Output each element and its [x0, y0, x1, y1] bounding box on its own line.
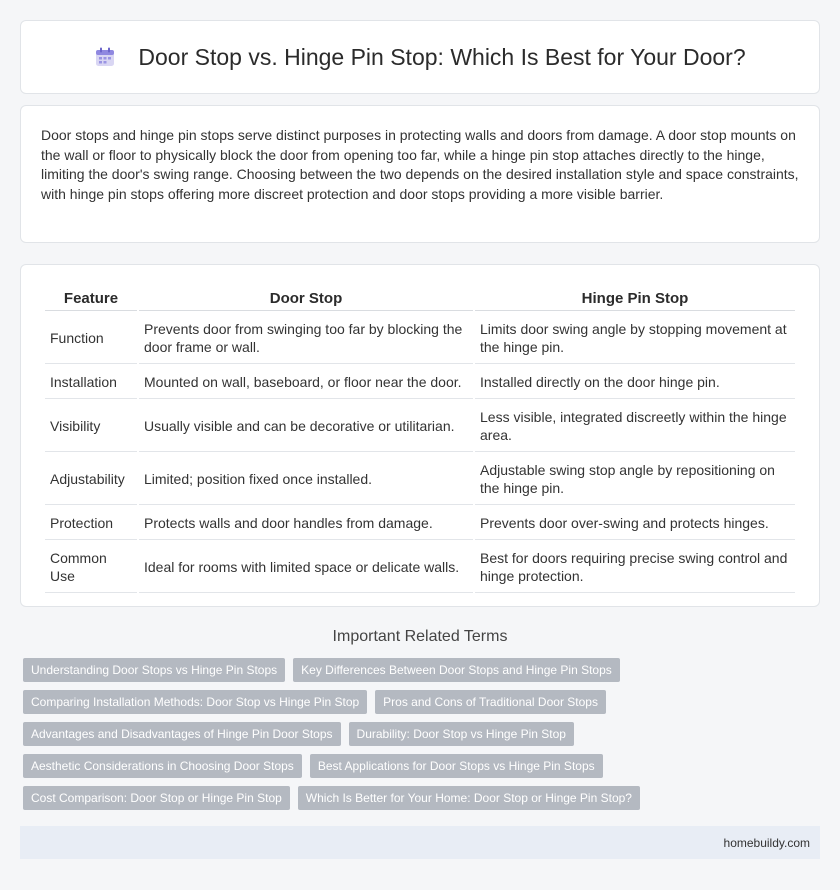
- related-terms-list: [20, 658, 820, 810]
- row-door-stop: Limited; position fixed once installed.: [139, 454, 473, 505]
- row-feature: Protection: [45, 507, 137, 540]
- row-feature: Visibility: [45, 401, 137, 452]
- row-hinge-pin-stop: Prevents door over-swing and protects hinges.: [475, 507, 795, 540]
- related-term-tag[interactable]: Durability: Door Stop vs Hinge Pin Stop: [349, 722, 574, 746]
- row-feature: Installation: [45, 366, 137, 399]
- related-term-tag[interactable]: Pros and Cons of Traditional Door Stops: [375, 690, 606, 714]
- related-term-tag[interactable]: Which Is Better for Your Home: Door Stop or Hinge Pin Stop?: [298, 786, 640, 810]
- table-row: [45, 366, 795, 399]
- page-title-text: Door Stop vs. Hinge Pin Stop: Which Is Best for Your Door?: [138, 43, 746, 70]
- page-title: [94, 44, 745, 71]
- table-row: [45, 454, 795, 505]
- title-card: [20, 20, 820, 94]
- row-feature: Function: [45, 313, 137, 364]
- comparison-table: [43, 285, 797, 595]
- table-row: [45, 313, 795, 364]
- row-feature: Adjustability: [45, 454, 137, 505]
- footer: [20, 826, 820, 859]
- row-hinge-pin-stop: Limits door swing angle by stopping movement at the hinge pin.: [475, 313, 795, 364]
- related-term-tag[interactable]: Key Differences Between Door Stops and Hinge Pin Stops: [293, 658, 620, 682]
- table-row: [45, 507, 795, 540]
- row-door-stop: Ideal for rooms with limited space or delicate walls.: [139, 542, 473, 593]
- related-terms-title: Important Related Terms: [332, 628, 508, 645]
- comparison-card: [20, 264, 820, 607]
- related-terms-section: [20, 628, 820, 810]
- row-door-stop: Protects walls and door handles from damage.: [139, 507, 473, 540]
- related-term-tag[interactable]: Best Applications for Door Stops vs Hinge Pin Stops: [310, 754, 603, 778]
- table-row: [45, 401, 795, 452]
- related-term-tag[interactable]: Advantages and Disadvantages of Hinge Pin Door Stops: [23, 722, 341, 746]
- header-door-stop: Door Stop: [139, 287, 473, 311]
- intro-card: [20, 105, 820, 243]
- calendar-icon: [94, 46, 116, 68]
- row-hinge-pin-stop: Best for doors requiring precise swing control and hinge protection.: [475, 542, 795, 593]
- related-term-tag[interactable]: Comparing Installation Methods: Door Stop vs Hinge Pin Stop: [23, 690, 367, 714]
- header-feature: Feature: [45, 287, 137, 311]
- table-header-row: [45, 287, 795, 311]
- table-row: [45, 542, 795, 593]
- row-feature: Common Use: [45, 542, 137, 593]
- row-door-stop: Mounted on wall, baseboard, or floor near the door.: [139, 366, 473, 399]
- row-hinge-pin-stop: Less visible, integrated discreetly within the hinge area.: [475, 401, 795, 452]
- row-hinge-pin-stop: Adjustable swing stop angle by repositioning on the hinge pin.: [475, 454, 795, 505]
- intro-paragraph: Door stops and hinge pin stops serve distinct purposes in protecting walls and doors from damage. A door stop mounts on the wall or floor to physically block the door from opening too far, while a hinge pin stop attaches directly to the hinge, limiting the door's swing range. Choosing between the two depends on the desired installation style and space constraints, with hinge pin stops offering more discreet protection and door stops providing a more visible barrier.: [41, 127, 799, 202]
- related-term-tag[interactable]: Cost Comparison: Door Stop or Hinge Pin Stop: [23, 786, 290, 810]
- row-door-stop: Usually visible and can be decorative or utilitarian.: [139, 401, 473, 452]
- footer-site-link[interactable]: homebuildy.com: [723, 835, 810, 850]
- row-hinge-pin-stop: Installed directly on the door hinge pin.: [475, 366, 795, 399]
- header-hinge-pin-stop: Hinge Pin Stop: [475, 287, 795, 311]
- row-door-stop: Prevents door from swinging too far by blocking the door frame or wall.: [139, 313, 473, 364]
- related-term-tag[interactable]: Aesthetic Considerations in Choosing Door Stops: [23, 754, 302, 778]
- related-term-tag[interactable]: Understanding Door Stops vs Hinge Pin Stops: [23, 658, 285, 682]
